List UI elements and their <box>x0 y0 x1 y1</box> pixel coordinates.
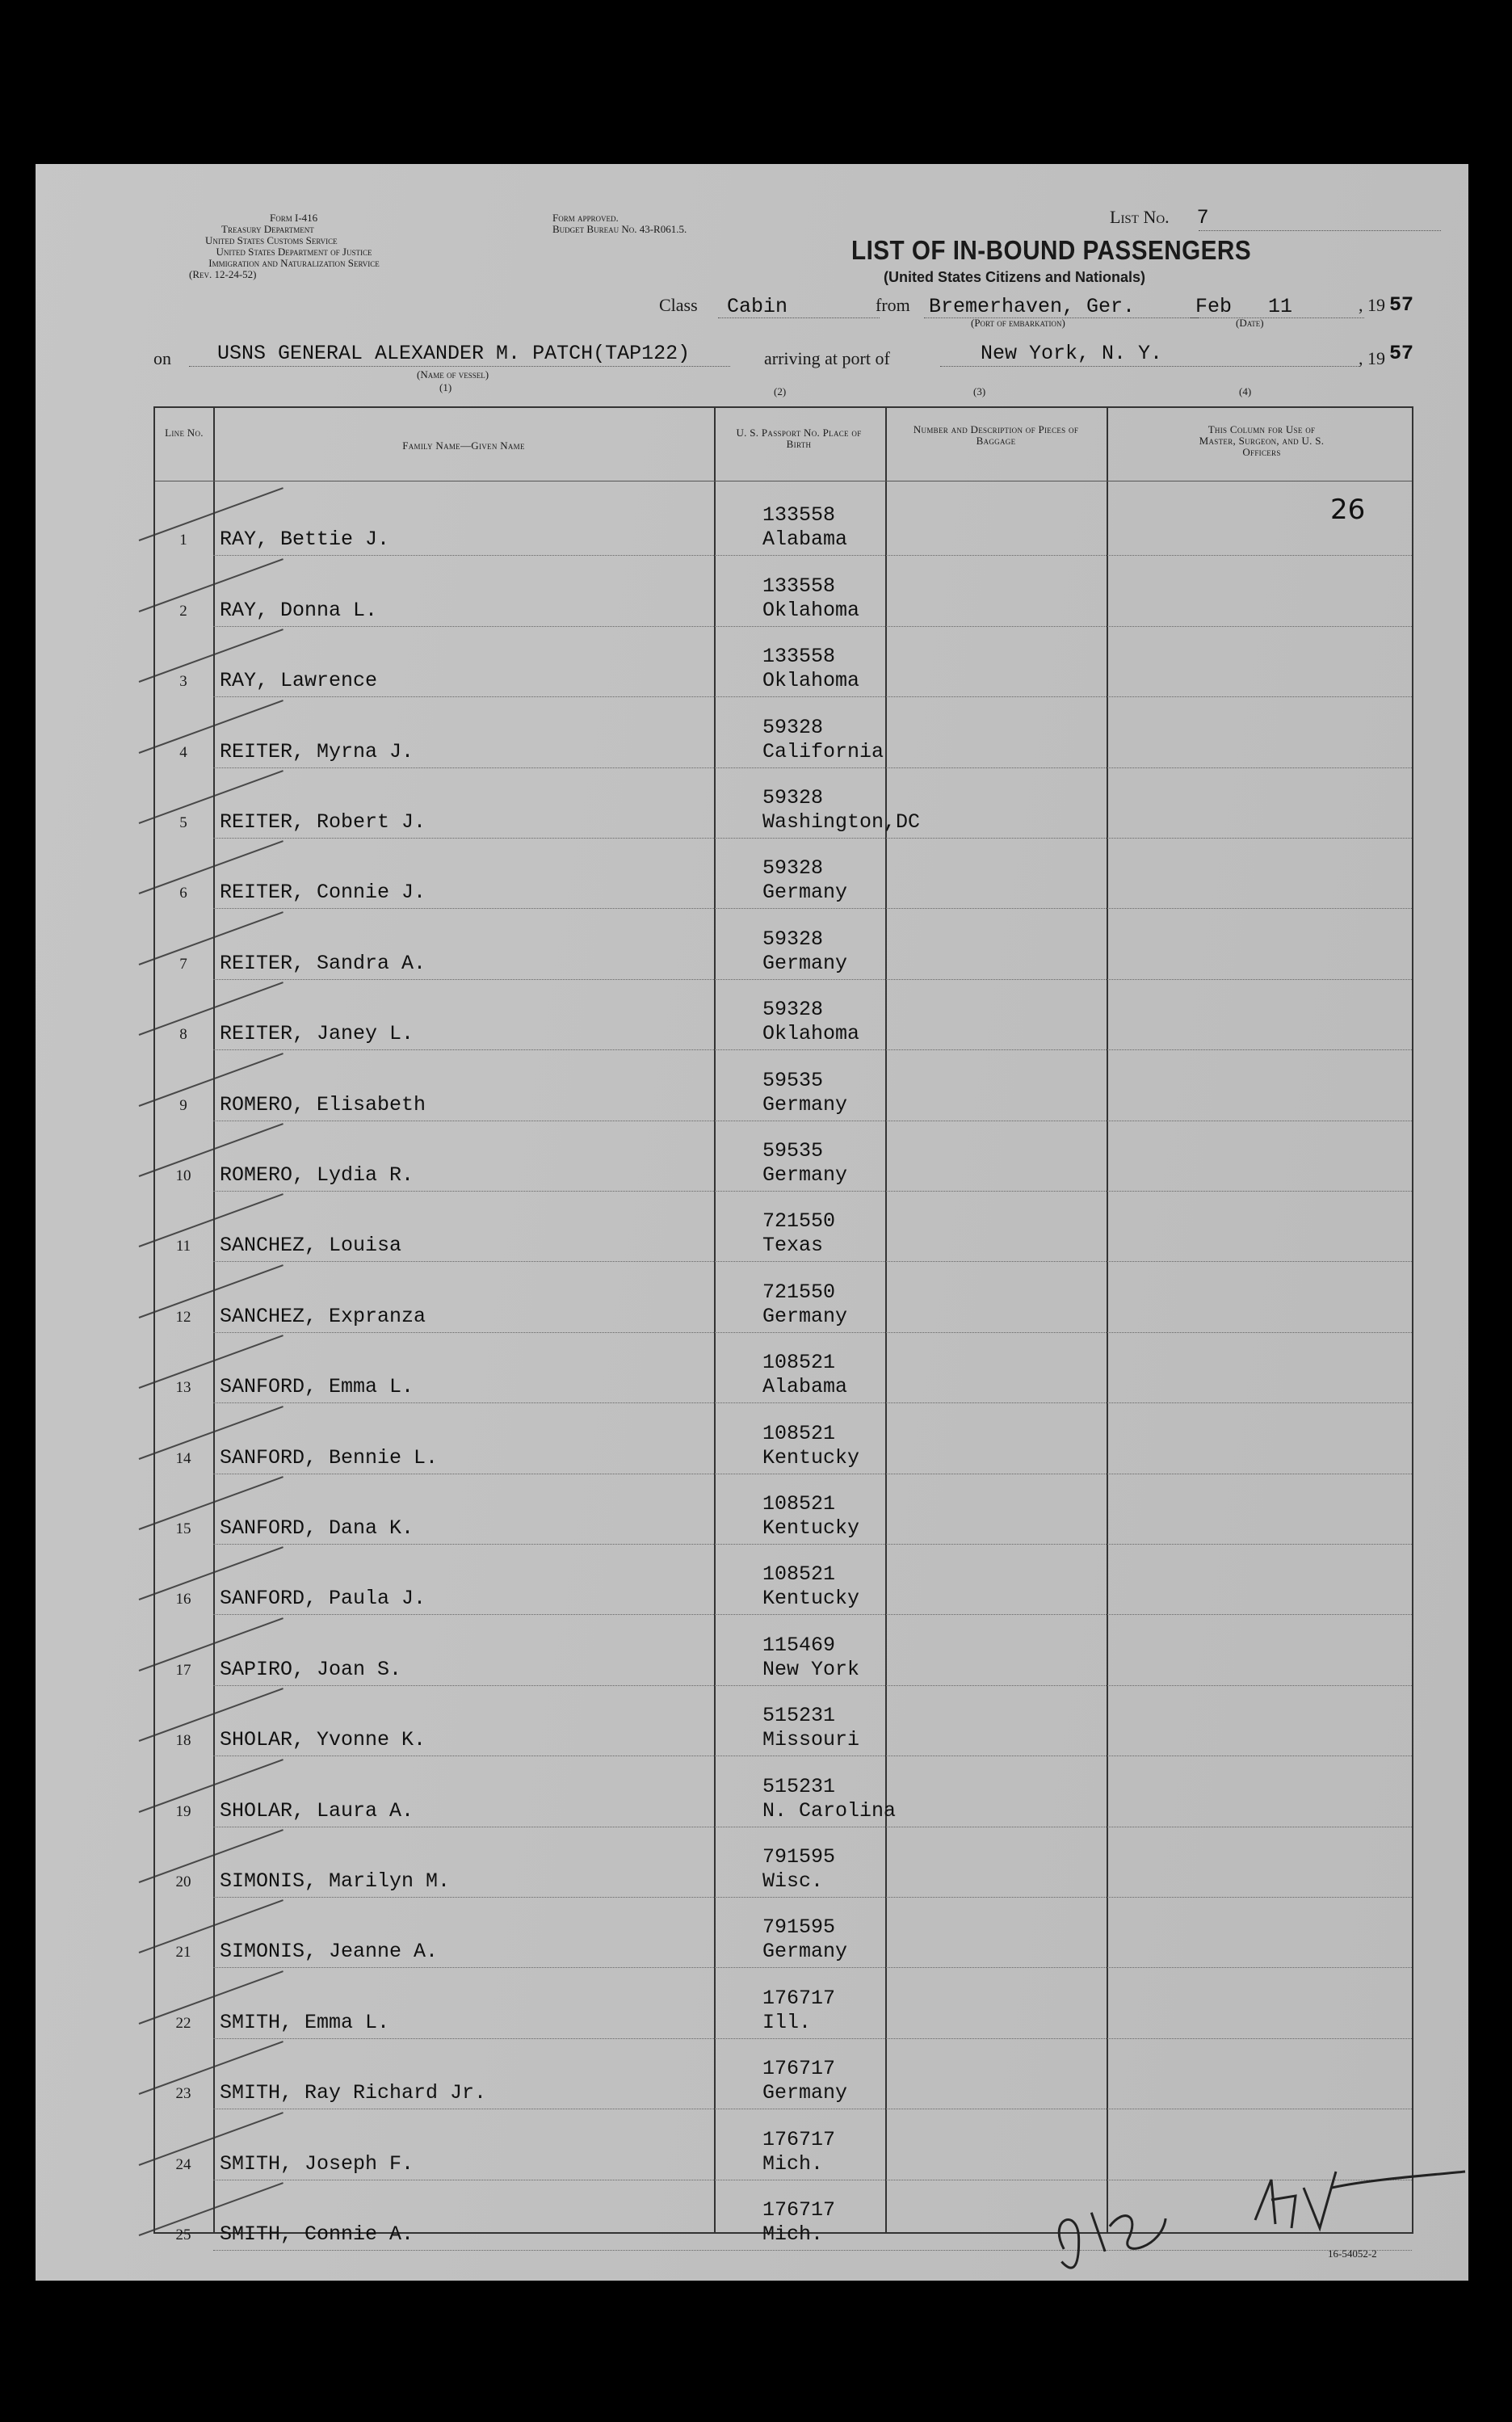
table-row <box>155 1192 1412 1262</box>
table-row <box>155 839 1412 909</box>
row-line-number: 24 <box>175 2155 191 2173</box>
approval-block <box>552 212 687 235</box>
passport-number: 176717 <box>762 2127 836 2151</box>
year-prefix: , 19 <box>1359 295 1385 315</box>
arrival-port: New York, N. Y. <box>981 342 1163 365</box>
row-line-number: 10 <box>175 1167 191 1184</box>
row-line-number: 13 <box>175 1379 191 1397</box>
place-of-birth: Mich. <box>762 2151 824 2176</box>
row-line-number: 15 <box>175 1520 191 1537</box>
passenger-name: SANFORD, Paula J. <box>220 1587 426 1611</box>
passenger-rows <box>155 486 1412 2246</box>
passenger-name: RAY, Bettie J. <box>220 528 390 552</box>
port-underline <box>940 366 1360 367</box>
passenger-name: ROMERO, Elisabeth <box>220 1092 426 1116</box>
passenger-name: SMITH, Emma L. <box>220 2010 390 2034</box>
passport-number: 108521 <box>762 1491 836 1516</box>
passenger-table <box>153 406 1413 2246</box>
port-caption: (Port of embarkation) <box>971 317 1065 329</box>
passenger-name: SMITH, Ray Richard Jr. <box>220 2081 487 2105</box>
row-line-number: 18 <box>175 1732 191 1750</box>
passenger-name: SANCHEZ, Expranza <box>220 1304 426 1328</box>
place-of-birth: Ill. <box>762 2010 812 2034</box>
passport-number: 59535 <box>762 1068 824 1092</box>
list-number-underline <box>1199 230 1441 231</box>
passport-number: 59328 <box>762 998 824 1022</box>
table-row <box>155 1403 1412 1474</box>
row-line-number: 23 <box>175 2085 191 2103</box>
passport-number: 133558 <box>762 574 836 598</box>
table-row <box>155 486 1412 556</box>
passenger-name: SIMONIS, Marilyn M. <box>220 1869 451 1893</box>
ins-service: Immigration and Naturalization Service <box>208 257 380 269</box>
form-approved: Form approved. <box>552 212 619 224</box>
place-of-birth: Kentucky <box>762 1445 860 1470</box>
date-caption: (Date) <box>1236 317 1264 329</box>
year2-prefix: , 19 <box>1359 348 1385 368</box>
passenger-name: SANFORD, Bennie L. <box>220 1445 439 1470</box>
class-label: Class <box>659 295 698 315</box>
passport-number: 115469 <box>762 1633 836 1657</box>
passport-number: 176717 <box>762 2197 836 2222</box>
place-of-birth: Kentucky <box>762 1587 860 1611</box>
row-line-number: 22 <box>175 2014 191 2032</box>
row-line-number: 25 <box>175 2226 191 2243</box>
place-of-birth: Oklahoma <box>762 598 860 622</box>
passenger-name: SAPIRO, Joan S. <box>220 1657 402 1681</box>
table-row <box>155 1968 1412 2038</box>
place-of-birth: Germany <box>762 1092 848 1116</box>
table-row <box>155 768 1412 839</box>
from-label: from <box>876 295 910 315</box>
signature-scribble-icon <box>1247 2155 1473 2244</box>
table-row <box>155 1262 1412 1332</box>
table-row <box>155 980 1412 1050</box>
passenger-name: SANCHEZ, Louisa <box>220 1234 402 1258</box>
passport-number: 176717 <box>762 2057 836 2081</box>
passenger-name: SMITH, Connie A. <box>220 2222 414 2246</box>
table-row <box>155 1686 1412 1756</box>
place-of-birth: Kentucky <box>762 1516 860 1540</box>
passport-number: 59328 <box>762 785 824 809</box>
arriving-label: arriving at port of <box>764 348 890 368</box>
place-of-birth: New York <box>762 1657 860 1681</box>
place-of-birth: Germany <box>762 1304 848 1328</box>
header-officers: This Column for Use of Master, Surgeon, and U. S. Officers <box>1199 423 1325 458</box>
header-passport: U. S. Passport No. Place of Birth <box>736 427 862 450</box>
row-line-number: 11 <box>175 1238 191 1255</box>
budget-bureau: Budget Bureau No. 43-R061.5. <box>552 223 687 235</box>
row-line-number: 16 <box>175 1591 191 1608</box>
treasury-dept: Treasury Department <box>221 223 314 235</box>
header-line-no: Line No. <box>165 427 204 439</box>
row-rule <box>213 2250 1412 2251</box>
row-line-number: 8 <box>179 1026 187 1044</box>
passport-number: 721550 <box>762 1209 836 1234</box>
year-value: 57 <box>1389 293 1414 317</box>
table-row <box>155 1121 1412 1192</box>
passport-number: 108521 <box>762 1351 836 1375</box>
passport-number: 791595 <box>762 1844 836 1869</box>
table-row <box>155 1050 1412 1121</box>
place-of-birth: Germany <box>762 881 848 905</box>
date-value: Feb 11 <box>1195 295 1293 318</box>
passenger-name: SANFORD, Emma L. <box>220 1375 414 1399</box>
officer-signature-1 <box>1039 2165 1212 2288</box>
vessel-name: USNS GENERAL ALEXANDER M. PATCH(TAP122) <box>217 342 691 365</box>
table-row <box>155 909 1412 979</box>
row-line-number: 6 <box>179 885 187 902</box>
table-row <box>155 1474 1412 1545</box>
on-label: on <box>153 348 171 368</box>
revision-date: (Rev. 12-24-52) <box>189 268 257 280</box>
customs-service: United States Customs Service <box>205 234 338 246</box>
passenger-name: RAY, Lawrence <box>220 669 378 693</box>
year2-value: 57 <box>1389 342 1414 365</box>
passenger-name: REITER, Myrna J. <box>220 739 414 763</box>
row-line-number: 17 <box>175 1661 191 1679</box>
page-title: LIST OF IN-BOUND PASSENGERS <box>851 235 1252 265</box>
passenger-name: RAY, Donna L. <box>220 598 378 622</box>
row-line-number: 12 <box>175 1308 191 1326</box>
passport-number: 59328 <box>762 715 824 739</box>
passport-number: 791595 <box>762 1915 836 1940</box>
table-row <box>155 1756 1412 1827</box>
row-line-number: 3 <box>179 673 187 691</box>
column-number-2: (2) <box>774 385 787 397</box>
passport-number: 59328 <box>762 927 824 951</box>
table-row <box>155 2180 1412 2251</box>
passport-number: 176717 <box>762 1986 836 2010</box>
list-number-label: List No. <box>1110 207 1170 227</box>
row-line-number: 4 <box>179 743 187 761</box>
passport-number: 108521 <box>762 1421 836 1445</box>
table-row <box>155 1615 1412 1685</box>
form-number: Form I-416 <box>270 212 318 224</box>
list-number-field <box>1110 206 1209 229</box>
date-underline <box>1191 317 1364 318</box>
passport-number: 515231 <box>762 1704 836 1728</box>
table-row <box>155 1545 1412 1615</box>
passport-number: 59328 <box>762 856 824 881</box>
place-of-birth: Germany <box>762 1163 848 1187</box>
from-value: Bremerhaven, Ger. <box>929 295 1136 318</box>
place-of-birth: Germany <box>762 2081 848 2105</box>
passenger-list-sheet <box>36 164 1468 2281</box>
officer-signature-2 <box>1247 2155 1473 2256</box>
place-of-birth: California <box>762 739 884 763</box>
place-of-birth: Texas <box>762 1234 824 1258</box>
passenger-name: REITER, Janey L. <box>220 1022 414 1046</box>
table-row <box>155 2039 1412 2109</box>
table-row <box>155 556 1412 626</box>
row-line-number: 14 <box>175 1449 191 1467</box>
justice-dept: United States Department of Justice <box>216 246 372 258</box>
row-line-number: 1 <box>179 532 187 549</box>
passenger-name: SANFORD, Dana K. <box>220 1516 414 1540</box>
passport-number: 133558 <box>762 645 836 669</box>
passenger-name: REITER, Sandra A. <box>220 951 426 975</box>
passenger-name: REITER, Robert J. <box>220 809 426 834</box>
row-line-number: 19 <box>175 1802 191 1820</box>
row-line-number: 2 <box>179 602 187 620</box>
place-of-birth: Alabama <box>762 528 848 552</box>
header-name: Family Name—Given Name <box>402 439 525 452</box>
place-of-birth: Mich. <box>762 2222 824 2246</box>
vessel-underline <box>189 366 730 367</box>
row-line-number: 20 <box>175 1873 191 1890</box>
place-of-birth: Oklahoma <box>762 669 860 693</box>
table-row <box>155 697 1412 767</box>
place-of-birth: Germany <box>762 1940 848 1964</box>
header-baggage: Number and Description of Pieces of Baggage <box>913 423 1079 447</box>
table-row <box>155 2109 1412 2180</box>
column-number-3: (3) <box>973 385 986 397</box>
passenger-name: SHOLAR, Laura A. <box>220 1798 414 1823</box>
table-row <box>155 627 1412 697</box>
table-row <box>155 1333 1412 1403</box>
passenger-name: SMITH, Joseph F. <box>220 2151 414 2176</box>
place-of-birth: Germany <box>762 951 848 975</box>
place-of-birth: Alabama <box>762 1375 848 1399</box>
place-of-birth: Washington,DC <box>762 809 921 834</box>
passenger-name: SIMONIS, Jeanne A. <box>220 1940 439 1964</box>
row-line-number: 9 <box>179 1096 187 1114</box>
footer-code: 16-54052-2 <box>1328 2247 1377 2260</box>
officer-note: 26 <box>1330 494 1366 526</box>
passport-number: 721550 <box>762 1280 836 1304</box>
passport-number: 133558 <box>762 503 836 528</box>
class-underline <box>718 317 880 318</box>
passenger-name: REITER, Connie J. <box>220 881 426 905</box>
place-of-birth: Missouri <box>762 1728 860 1752</box>
row-line-number: 7 <box>179 955 187 973</box>
passenger-name: ROMERO, Lydia R. <box>220 1163 414 1187</box>
agency-block <box>149 212 439 280</box>
passport-number: 59535 <box>762 1138 824 1163</box>
passport-number: 515231 <box>762 1774 836 1798</box>
place-of-birth: N. Carolina <box>762 1798 897 1823</box>
place-of-birth: Oklahoma <box>762 1022 860 1046</box>
row-line-number: 21 <box>175 1944 191 1962</box>
passenger-name: SHOLAR, Yvonne K. <box>220 1728 426 1752</box>
vessel-caption: (Name of vessel) <box>417 368 489 381</box>
column-number-4: (4) <box>1239 385 1252 397</box>
page-subtitle: (United States Citizens and Nationals) <box>884 269 1146 285</box>
table-row <box>155 1898 1412 1968</box>
passport-number: 108521 <box>762 1562 836 1587</box>
vessel-column-number: (1) <box>439 381 452 393</box>
row-line-number: 5 <box>179 814 187 831</box>
table-row <box>155 1827 1412 1898</box>
class-value: Cabin <box>727 295 788 318</box>
list-number-value: 7 <box>1196 206 1209 229</box>
place-of-birth: Wisc. <box>762 1869 824 1893</box>
